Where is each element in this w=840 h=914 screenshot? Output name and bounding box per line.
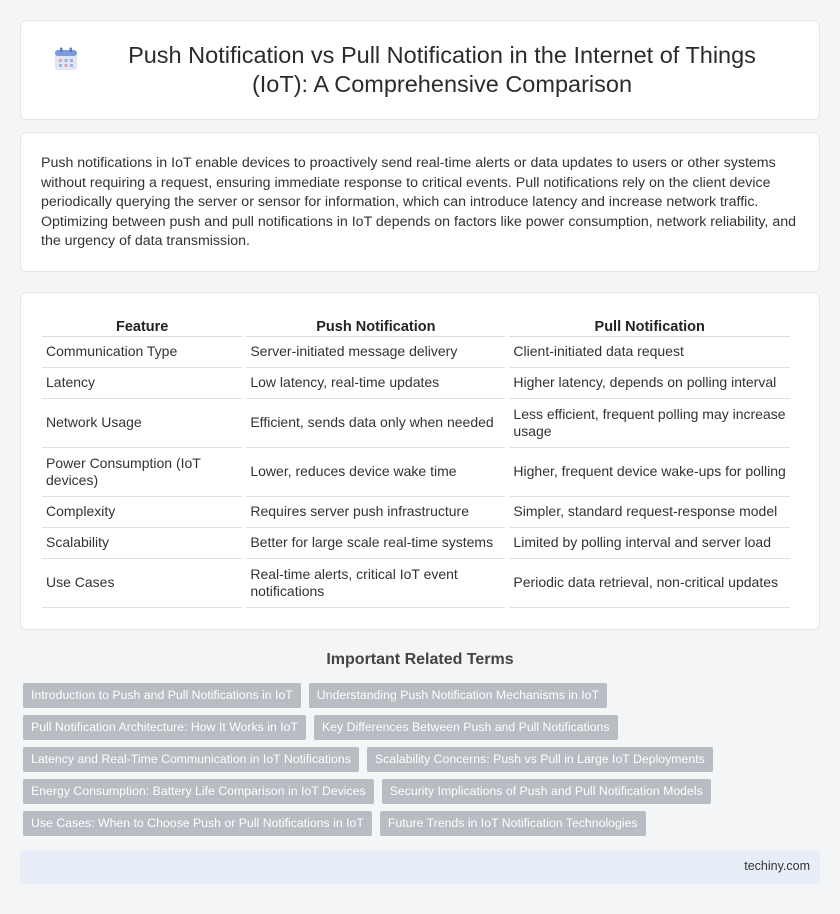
related-term-tag[interactable]: Introduction to Push and Pull Notifications in IoT [23,683,301,708]
tag-row [23,779,813,805]
tag-row [23,683,813,709]
header-card [20,20,820,120]
footer-bar [20,850,820,884]
feature-cell: Use Cases [42,559,242,608]
page-title: Push Notification vs Pull Notification in the Internet of Things (IoT): A Comprehensive Comparison [128,42,756,97]
feature-cell: Communication Type [42,337,242,368]
feature-cell: Scalability [42,528,242,559]
feature-cell: Latency [42,368,242,399]
calendar-icon [53,46,79,72]
tag-row [23,811,813,837]
related-term-tag[interactable]: Pull Notification Architecture: How It Works in IoT [23,715,306,740]
comparison-table-card [20,292,820,630]
push-cell: Low latency, real-time updates [246,368,505,399]
header-feature: Feature [42,314,242,337]
pull-cell: Periodic data retrieval, non-critical updates [509,559,790,608]
table-row [42,559,790,608]
push-cell: Lower, reduces device wake time [246,448,505,497]
related-term-tag[interactable]: Scalability Concerns: Push vs Pull in Large IoT Deployments [367,747,713,772]
header-pull: Pull Notification [509,314,790,337]
feature-cell: Complexity [42,497,242,528]
footer-site-name[interactable]: techiny.com [744,859,810,873]
tag-row [23,715,813,741]
related-term-tag[interactable]: Use Cases: When to Choose Push or Pull Notifications in IoT [23,811,372,836]
table-row [42,368,790,399]
related-term-tag[interactable]: Understanding Push Notification Mechanisms in IoT [309,683,607,708]
feature-cell: Network Usage [42,399,242,448]
pull-cell: Limited by polling interval and server load [509,528,790,559]
related-term-tag[interactable]: Latency and Real-Time Communication in IoT Notifications [23,747,359,772]
related-terms-title: Important Related Terms [326,651,514,668]
push-cell: Efficient, sends data only when needed [246,399,505,448]
title-wrap [50,41,790,99]
related-term-tag[interactable]: Security Implications of Push and Pull Notification Models [382,779,711,804]
pull-cell: Client-initiated data request [509,337,790,368]
related-term-tag[interactable]: Future Trends in IoT Notification Technologies [380,811,646,836]
tag-row [23,747,813,773]
push-cell: Requires server push infrastructure [246,497,505,528]
related-terms-tags [23,683,813,843]
intro-paragraph: Push notifications in IoT enable devices to proactively send real-time alerts or data updates to users or other systems without requiring a request, ensuring immediate response to critical events. Pull notifications rely on the client device periodically querying the server or sensor for information, which can introduce latency and increase network traffic. Optimizing between push and pull notifications in IoT depends on factors like power consumption, network reliability, and the urgency of data transmission. [41,155,796,250]
feature-cell: Power Consumption (IoT devices) [42,448,242,497]
table-row [42,448,790,497]
table-row [42,337,790,368]
table-row [42,497,790,528]
push-cell: Server-initiated message delivery [246,337,505,368]
pull-cell: Higher latency, depends on polling interval [509,368,790,399]
table-row [42,528,790,559]
related-term-tag[interactable]: Energy Consumption: Battery Life Comparison in IoT Devices [23,779,374,804]
header-push: Push Notification [246,314,505,337]
table-row [42,399,790,448]
intro-card [20,132,820,272]
push-cell: Better for large scale real-time systems [246,528,505,559]
pull-cell: Simpler, standard request-response model [509,497,790,528]
related-term-tag[interactable]: Key Differences Between Push and Pull Notifications [314,715,618,740]
push-cell: Real-time alerts, critical IoT event notifications [246,559,505,608]
table-header-row [42,314,790,337]
pull-cell: Higher, frequent device wake-ups for polling [509,448,790,497]
pull-cell: Less efficient, frequent polling may increase usage [509,399,790,448]
comparison-table [38,314,794,608]
